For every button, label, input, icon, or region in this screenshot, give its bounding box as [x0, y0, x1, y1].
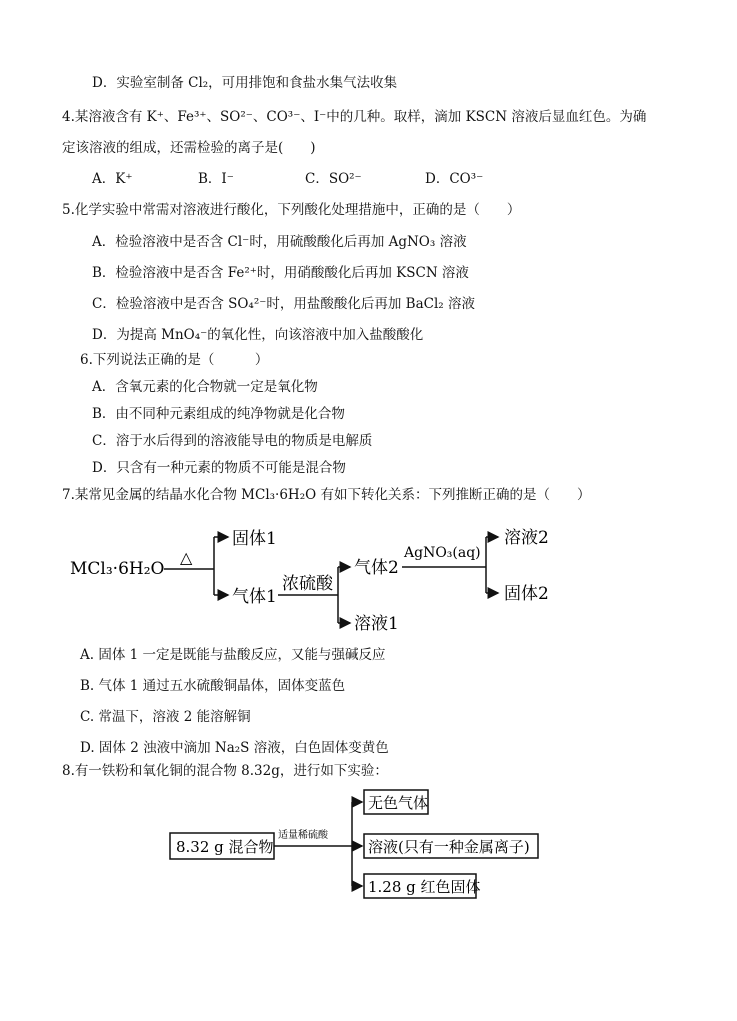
gas-1-label: 气体1 — [232, 587, 277, 607]
reagent-silver-nitrate: AgNO₃(aq) — [404, 545, 481, 561]
solid-2-label: 固体2 — [504, 584, 549, 604]
question-6-option-a: A．含氧元素的化合物就一定是氧化物 — [92, 379, 318, 395]
question-4-stem-cont: 定该溶液的组成，还需检验的离子是( ) — [62, 140, 316, 156]
question-4-option-b: B．I⁻ — [198, 171, 234, 187]
question-4-option-c: C．SO²⁻ — [305, 171, 362, 187]
question-5-option-d: D．为提高 MnO₄⁻的氧化性，向该溶液中加入盐酸酸化 — [92, 327, 424, 343]
question-5-stem: 5.化学实验中常需对溶液进行酸化，下列酸化处理措施中，正确的是（ ） — [62, 202, 521, 218]
mcl3-conversion-diagram — [62, 513, 602, 635]
question-5-option-b: B．检验溶液中是否含 Fe²⁺时，用硝酸酸化后再加 KSCN 溶液 — [92, 265, 469, 281]
solid-1-label: 固体1 — [232, 529, 277, 549]
red-solid-box: 1.28 g 红色固体 — [368, 878, 481, 896]
start-compound: MCl₃·6H₂O — [70, 559, 165, 579]
question-7-option-c: C. 常温下，溶液 2 能溶解铜 — [80, 709, 251, 725]
question-7-option-a: A. 固体 1 一定是既能与盐酸反应，又能与强碱反应 — [80, 647, 386, 663]
question-5-option-c: C．检验溶液中是否含 SO₄²⁻时，用盐酸酸化后再加 BaCl₂ 溶液 — [92, 296, 475, 312]
reagent-conc-sulfuric-acid: 浓硫酸 — [282, 574, 333, 594]
solution-1-label: 溶液1 — [354, 614, 399, 634]
question-6-stem: 6.下列说法正确的是（ ） — [80, 352, 269, 368]
mixture-box: 8.32 g 混合物 — [176, 838, 274, 856]
question-6-option-c: C．溶于水后得到的溶液能导电的物质是电解质 — [92, 433, 373, 449]
question-6-option-d: D．只含有一种元素的物质不可能是混合物 — [92, 460, 346, 476]
question-4-option-d: D．CO³⁻ — [425, 171, 484, 187]
solution-2-label: 溶液2 — [504, 528, 549, 548]
question-6-option-b: B．由不同种元素组成的纯净物就是化合物 — [92, 406, 345, 422]
question-7-stem: 7.某常见金属的结晶水化合物 MCl₃·6H₂O 有如下转化关系：下列推断正确的是（ ） — [62, 487, 591, 503]
reagent-dilute-sulfuric-acid: 适量稀硫酸 — [278, 830, 328, 841]
colorless-gas-box: 无色气体 — [368, 794, 429, 812]
question-7-option-d: D. 固体 2 浊液中滴加 Na₂S 溶液，白色固体变黄色 — [80, 740, 389, 756]
question-4-option-a: A．K⁺ — [92, 171, 133, 187]
mixture-experiment-diagram — [166, 786, 546, 902]
question-8-stem: 8.有一铁粉和氧化铜的混合物 8.32g，进行如下实验： — [62, 763, 388, 779]
heat-symbol: △ — [180, 548, 193, 567]
question-4-stem: 4.某溶液含有 K⁺、Fe³⁺、SO²⁻、CO³⁻、I⁻中的几种。取样，滴加 KSCN 溶液后显血红色。为确 — [62, 109, 647, 125]
solution-box: 溶液(只有一种金属离子) — [368, 838, 530, 856]
question-3-option-d: D．实验室制备 Cl₂，可用排饱和食盐水集气法收集 — [92, 75, 398, 91]
question-5-option-a: A．检验溶液中是否含 Cl⁻时，用硫酸酸化后再加 AgNO₃ 溶液 — [92, 234, 467, 250]
gas-2-label: 气体2 — [354, 558, 399, 578]
question-7-option-b: B. 气体 1 通过五水硫酸铜晶体，固体变蓝色 — [80, 678, 346, 694]
